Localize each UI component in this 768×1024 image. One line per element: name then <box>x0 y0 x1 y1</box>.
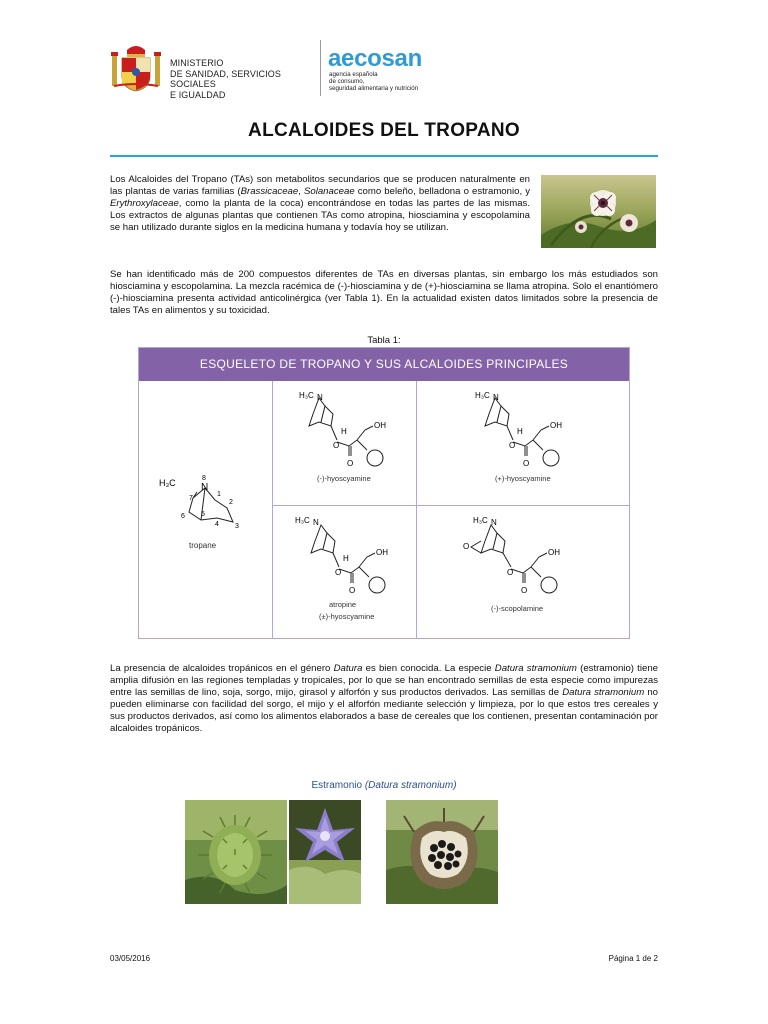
tropane-structure <box>157 458 257 558</box>
ministry-logo <box>110 40 320 100</box>
caption-plain: Estramonio <box>311 780 365 791</box>
text-run: como beleño, belladona o estramonio, y <box>354 185 530 197</box>
hydrogen-label: H <box>517 427 523 436</box>
text-run: , como la planta de la coca) encontrándose en todas las partes de las mismas. Los extractos de algunas plantas que contienen TAs como atropina, hiosciamina y escopolamina se han utilizado durante siglos en la medicina humana y todavía hoy se utilizan. <box>110 197 530 233</box>
oxygen-label: O <box>333 441 340 450</box>
family-name: Brassicaceae <box>240 185 299 197</box>
plus-hyoscyamine-structure <box>473 386 583 501</box>
text-run: La presencia de alcaloides tropánicos en el género <box>110 663 334 674</box>
ministry-line: E IGUALDAD <box>170 89 226 100</box>
text-run: no pueden eliminarse con facilidad del sorgo, el mijo y el alforfón mediante selección y limpieza, por lo que estos tres cereales y sus productos derivados, así como los alimentos elaborados a base de cereales que los contienen, presentan contaminación por alcaloides tropánicos. <box>110 686 659 734</box>
tropane-n: N <box>201 482 209 493</box>
plus-hyoscyamine-label: (+)-hyoscyamine <box>495 474 551 483</box>
oxygen-label: O <box>509 441 516 450</box>
photo-caption <box>0 780 768 791</box>
family-name: Solanaceae <box>303 185 355 197</box>
coat-of-arms-icon <box>110 42 162 94</box>
species-name: Datura <box>333 663 363 674</box>
nitrogen-label: N <box>491 518 497 527</box>
datura-blossom-photo <box>289 800 361 904</box>
minus-hyoscyamine-label: (-)-hyoscyamine <box>317 474 371 483</box>
family-name: Erythroxylaceae <box>110 197 179 209</box>
text-run: , <box>298 185 304 197</box>
aecosan-sub-line: agencia española <box>329 71 378 78</box>
oxygen-label: O <box>507 568 514 577</box>
aecosan-subtitle <box>329 72 418 92</box>
hydroxyl-label: OH <box>548 548 560 557</box>
hydroxyl-label: OH <box>376 548 388 557</box>
aecosan-sub-line: seguridad alimentaria y nutrición <box>329 84 419 92</box>
ministry-name <box>170 58 320 100</box>
hydroxyl-label: OH <box>374 421 386 430</box>
hydrogen-label: H <box>343 554 349 563</box>
atom-number: 3 <box>235 523 239 530</box>
document-title: ALCALOIDES DEL TROPANO <box>248 120 520 141</box>
table-divider <box>272 381 273 638</box>
methyl-label: H₃C <box>475 391 490 400</box>
nitrogen-label: N <box>317 393 323 402</box>
oxygen-label: O <box>523 459 530 468</box>
ministry-line: DE SANIDAD, SERVICIOS SOCIALES <box>170 68 281 89</box>
caption-italic: (Datura stramonium) <box>364 780 457 791</box>
tropane-methyl: H₃C <box>159 478 176 488</box>
atom-number: 4 <box>215 521 219 528</box>
aecosan-sub-line: de consumo, <box>329 77 365 85</box>
scopolamine-structure <box>461 511 581 636</box>
oxygen-label: O <box>349 586 356 595</box>
intro-paragraph <box>110 174 530 234</box>
atom-number: 7 <box>189 495 193 502</box>
aecosan-logo <box>328 46 478 98</box>
methyl-label: H₃C <box>299 391 314 400</box>
hydrogen-label: H <box>341 427 347 436</box>
species-name: Datura stramonium <box>562 686 645 698</box>
nitrogen-label: N <box>493 393 499 402</box>
oxygen-label: O <box>347 459 354 468</box>
minus-hyoscyamine-structure <box>297 386 407 501</box>
paragraph-compounds: Se han identificado más de 200 compuestos diferentes de TAs en diversas plantas, sin embargo los más estudiados son hiosciamina y escopolamina. La mezcla racémica de (-)-hiosciamina y de (+)-hiosciamina se llama atropina. Solo el enantiómero (-)-hiosciamina presenta actividad anticolinérgica (ver Tabla 1). En la actualidad existen datos limitados sobre la presencia de tales TAs en alimentos y su toxicidad. <box>110 269 658 316</box>
text-run: Los Alcaloides del Tropano (TAs) son metabolitos secundarios que se producen naturalmente en las plantas de varias familias ( <box>110 174 530 197</box>
species-name: Datura stramonium <box>494 663 577 674</box>
methyl-label: H₃C <box>295 516 310 525</box>
atom-number: 8 <box>202 475 206 482</box>
epoxide-oxygen-label: O <box>463 542 470 551</box>
atom-number: 5 <box>201 511 205 518</box>
title-rule <box>110 155 658 157</box>
text-run: es bien conocida. La especie <box>362 663 495 674</box>
oxygen-label: O <box>521 586 528 595</box>
text-run: (estramonio) tiene amplia difusión en las regiones templadas y tropicales, por lo que se han encontrado semillas de esta especie como impurezas entre las semillas de lino, soja, sorgo, mijo, girasol y alforfón y sus productos derivados. Las semillas de <box>110 663 658 698</box>
footer-page-number: Página 1 de 2 <box>608 954 658 963</box>
nitrogen-label: N <box>313 518 319 527</box>
tropane-label: tropane <box>189 541 217 550</box>
methyl-label: H₃C <box>473 516 488 525</box>
atom-number: 2 <box>229 499 233 506</box>
table-divider <box>416 381 417 638</box>
flower-photo <box>541 175 656 248</box>
table-divider <box>272 505 629 506</box>
ministry-line: MINISTERIO <box>170 58 224 68</box>
atom-number: 6 <box>181 513 185 520</box>
atropine-label: atropine <box>329 600 357 609</box>
atropine-structure <box>291 511 411 636</box>
datura-capsule-photo <box>185 800 287 904</box>
table-header: ESQUELETO DE TROPANO Y SUS ALCALOIDES PRINCIPALES <box>139 348 629 381</box>
tropane-table <box>138 347 630 639</box>
scopolamine-label: (-)-scopolamine <box>491 604 544 613</box>
header-divider <box>320 40 321 96</box>
datura-seeds-photo <box>386 800 498 904</box>
hydroxyl-label: OH <box>550 421 562 430</box>
oxygen-label: O <box>335 568 342 577</box>
table-caption: Tabla 1: <box>367 335 401 346</box>
atropine-racemic-label: (±)-hyoscyamine <box>319 612 375 621</box>
footer-date: 03/05/2016 <box>110 954 151 963</box>
atom-number: 1 <box>217 491 221 498</box>
aecosan-wordmark: aecosan <box>328 45 422 72</box>
paragraph-datura <box>110 663 658 734</box>
